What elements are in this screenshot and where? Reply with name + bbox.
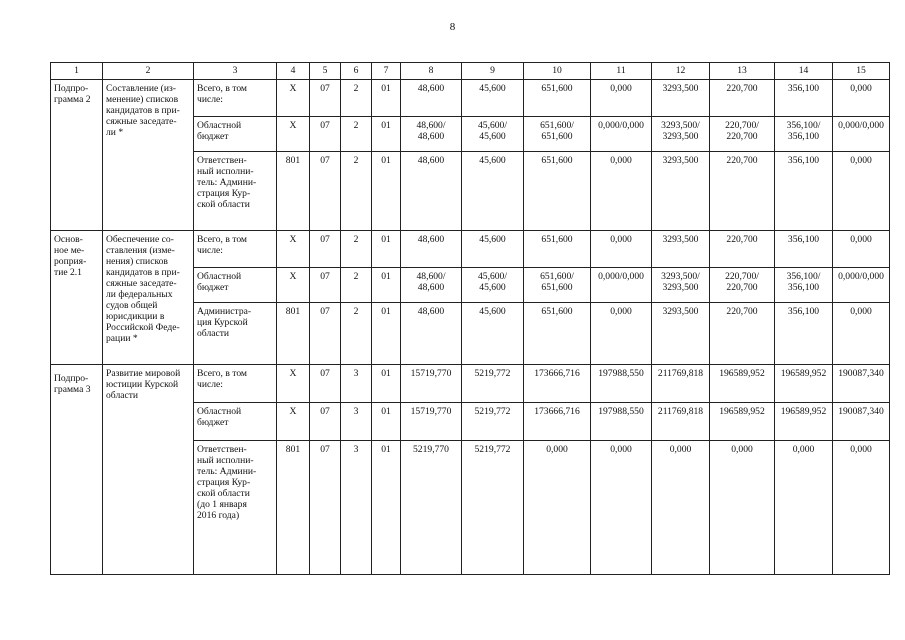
program-code-cell: 07 [310, 152, 341, 231]
value-cell: 15719,770 [401, 365, 462, 403]
program-code-cell: 07 [310, 80, 341, 117]
header-cell: 7 [372, 63, 401, 80]
value-cell: 0,000 [833, 441, 890, 575]
header-cell: 8 [401, 63, 462, 80]
value-cell: 3293,500/ 3293,500 [652, 117, 710, 152]
program-name: Развитие мировой юстиции Курской области [103, 365, 194, 575]
activity-code: 01 [372, 441, 401, 575]
value-cell: 356,100 [775, 231, 833, 268]
value-cell: 190087,340 [833, 403, 890, 441]
program-code-cell: 07 [310, 403, 341, 441]
value-cell: 45,600/ 45,600 [462, 268, 524, 303]
header-cell: 1 [51, 63, 103, 80]
activity-code: 01 [372, 117, 401, 152]
subprogram-code: 2 [341, 268, 372, 303]
grbs-code: 801 [277, 441, 310, 575]
value-cell: 0,000 [524, 441, 591, 575]
value-cell: 211769,818 [652, 365, 710, 403]
value-cell: 3293,500/ 3293,500 [652, 268, 710, 303]
subprogram-code: 2 [341, 117, 372, 152]
value-cell: 196589,952 [710, 365, 775, 403]
budget-table [50, 62, 890, 575]
activity-code: 01 [372, 268, 401, 303]
activity-code: 01 [372, 152, 401, 231]
value-cell: 45,600 [462, 303, 524, 365]
grbs-code: X [277, 80, 310, 117]
header-cell: 9 [462, 63, 524, 80]
value-cell: 45,600 [462, 80, 524, 117]
value-cell: 356,100 [775, 303, 833, 365]
table-row [51, 365, 890, 403]
value-cell: 3293,500 [652, 303, 710, 365]
value-cell: 651,600 [524, 80, 591, 117]
value-cell: 48,600 [401, 152, 462, 231]
header-cell: 2 [103, 63, 194, 80]
value-cell: 0,000/0,000 [591, 117, 652, 152]
header-cell: 5 [310, 63, 341, 80]
value-cell: 45,600/ 45,600 [462, 117, 524, 152]
activity-code: 01 [372, 80, 401, 117]
value-cell: 0,000 [652, 441, 710, 575]
value-cell: 0,000/0,000 [591, 268, 652, 303]
subprogram-code: 2 [341, 303, 372, 365]
value-cell: 211769,818 [652, 403, 710, 441]
header-row [51, 63, 890, 80]
value-cell: 196589,952 [775, 403, 833, 441]
value-cell: 0,000 [591, 80, 652, 117]
value-cell: 356,100 [775, 80, 833, 117]
program-code-cell: 07 [310, 441, 341, 575]
value-cell: 0,000 [833, 231, 890, 268]
program-code-cell: 07 [310, 117, 341, 152]
value-cell: 0,000 [591, 152, 652, 231]
header-cell: 14 [775, 63, 833, 80]
header-cell: 6 [341, 63, 372, 80]
grbs-code: X [277, 268, 310, 303]
funding-source: Администра- ция Курской области [194, 303, 277, 365]
funding-source: Областной бюджет [194, 268, 277, 303]
value-cell: 48,600 [401, 80, 462, 117]
program-name: Обеспечение со- ставления (изме- нения) списков кандидатов в при- сяжные заседате- ли федеральных судов общей юрисдикции в Российской Феде- рации * [103, 231, 194, 365]
activity-code: 01 [372, 365, 401, 403]
subprogram-code: 2 [341, 80, 372, 117]
value-cell: 5219,770 [401, 441, 462, 575]
value-cell: 5219,772 [462, 403, 524, 441]
grbs-code: X [277, 117, 310, 152]
value-cell: 173666,716 [524, 365, 591, 403]
funding-source: Ответствен- ный исполни- тель: Админи- страция Кур- ской области (до 1 января 2016 года) [194, 441, 277, 575]
header-cell: 3 [194, 63, 277, 80]
value-cell: 190087,340 [833, 365, 890, 403]
grbs-code: 801 [277, 152, 310, 231]
value-cell: 48,600/ 48,600 [401, 268, 462, 303]
grbs-code: 801 [277, 303, 310, 365]
header-cell: 12 [652, 63, 710, 80]
value-cell: 48,600 [401, 231, 462, 268]
value-cell: 173666,716 [524, 403, 591, 441]
value-cell: 651,600/ 651,600 [524, 117, 591, 152]
value-cell: 651,600 [524, 231, 591, 268]
funding-source: Областной бюджет [194, 117, 277, 152]
program-code: Основ- ное ме- роприя- тие 2.1 [51, 231, 103, 365]
activity-code: 01 [372, 403, 401, 441]
value-cell: 5219,772 [462, 365, 524, 403]
header-cell: 11 [591, 63, 652, 80]
header-cell: 10 [524, 63, 591, 80]
value-cell: 0,000/0,000 [833, 268, 890, 303]
value-cell: 0,000 [833, 80, 890, 117]
value-cell: 651,600/ 651,600 [524, 268, 591, 303]
subprogram-code: 3 [341, 365, 372, 403]
value-cell: 48,600 [401, 303, 462, 365]
value-cell: 0,000 [591, 441, 652, 575]
value-cell: 196589,952 [775, 365, 833, 403]
value-cell: 0,000 [591, 303, 652, 365]
grbs-code: X [277, 403, 310, 441]
funding-source: Областной бюджет [194, 403, 277, 441]
funding-source: Всего, в том числе: [194, 365, 277, 403]
value-cell: 45,600 [462, 231, 524, 268]
header-cell: 13 [710, 63, 775, 80]
value-cell: 651,600 [524, 152, 591, 231]
program-code-cell: 07 [310, 268, 341, 303]
value-cell: 48,600/ 48,600 [401, 117, 462, 152]
value-cell: 220,700/ 220,700 [710, 117, 775, 152]
value-cell: 356,100/ 356,100 [775, 268, 833, 303]
value-cell: 196589,952 [710, 403, 775, 441]
value-cell: 45,600 [462, 152, 524, 231]
value-cell: 356,100/ 356,100 [775, 117, 833, 152]
value-cell: 3293,500 [652, 152, 710, 231]
subprogram-code: 2 [341, 231, 372, 268]
value-cell: 0,000/0,000 [833, 117, 890, 152]
value-cell: 220,700 [710, 231, 775, 268]
activity-code: 01 [372, 303, 401, 365]
value-cell: 3293,500 [652, 231, 710, 268]
value-cell: 651,600 [524, 303, 591, 365]
header-cell: 4 [277, 63, 310, 80]
value-cell: 220,700/ 220,700 [710, 268, 775, 303]
funding-source: Ответствен- ный исполни- тель: Админи- страция Кур- ской области [194, 152, 277, 231]
activity-code: 01 [372, 231, 401, 268]
value-cell: 5219,772 [462, 441, 524, 575]
program-code: Подпро- грамма 2 [51, 80, 103, 231]
value-cell: 356,100 [775, 152, 833, 231]
value-cell: 220,700 [710, 303, 775, 365]
program-code-cell: 07 [310, 231, 341, 268]
program-name: Составление (из- менение) списков кандидатов в при- сяжные заседате- ли * [103, 80, 194, 231]
value-cell: 15719,770 [401, 403, 462, 441]
value-cell: 0,000 [833, 303, 890, 365]
value-cell: 197988,550 [591, 403, 652, 441]
program-code-cell: 07 [310, 303, 341, 365]
page-number: 8 [449, 21, 456, 33]
subprogram-code: 2 [341, 152, 372, 231]
program-code-cell: 07 [310, 365, 341, 403]
program-code: Подпро- грамма 3 [51, 365, 103, 575]
value-cell: 3293,500 [652, 80, 710, 117]
value-cell: 197988,550 [591, 365, 652, 403]
value-cell: 220,700 [710, 80, 775, 117]
value-cell: 0,000 [833, 152, 890, 231]
subprogram-code: 3 [341, 441, 372, 575]
value-cell: 0,000 [710, 441, 775, 575]
funding-source: Всего, в том числе: [194, 80, 277, 117]
table-row [51, 231, 890, 268]
subprogram-code: 3 [341, 403, 372, 441]
funding-source: Всего, в том числе: [194, 231, 277, 268]
grbs-code: X [277, 365, 310, 403]
header-cell: 15 [833, 63, 890, 80]
value-cell: 0,000 [775, 441, 833, 575]
value-cell: 220,700 [710, 152, 775, 231]
grbs-code: X [277, 231, 310, 268]
table-row [51, 80, 890, 117]
value-cell: 0,000 [591, 231, 652, 268]
